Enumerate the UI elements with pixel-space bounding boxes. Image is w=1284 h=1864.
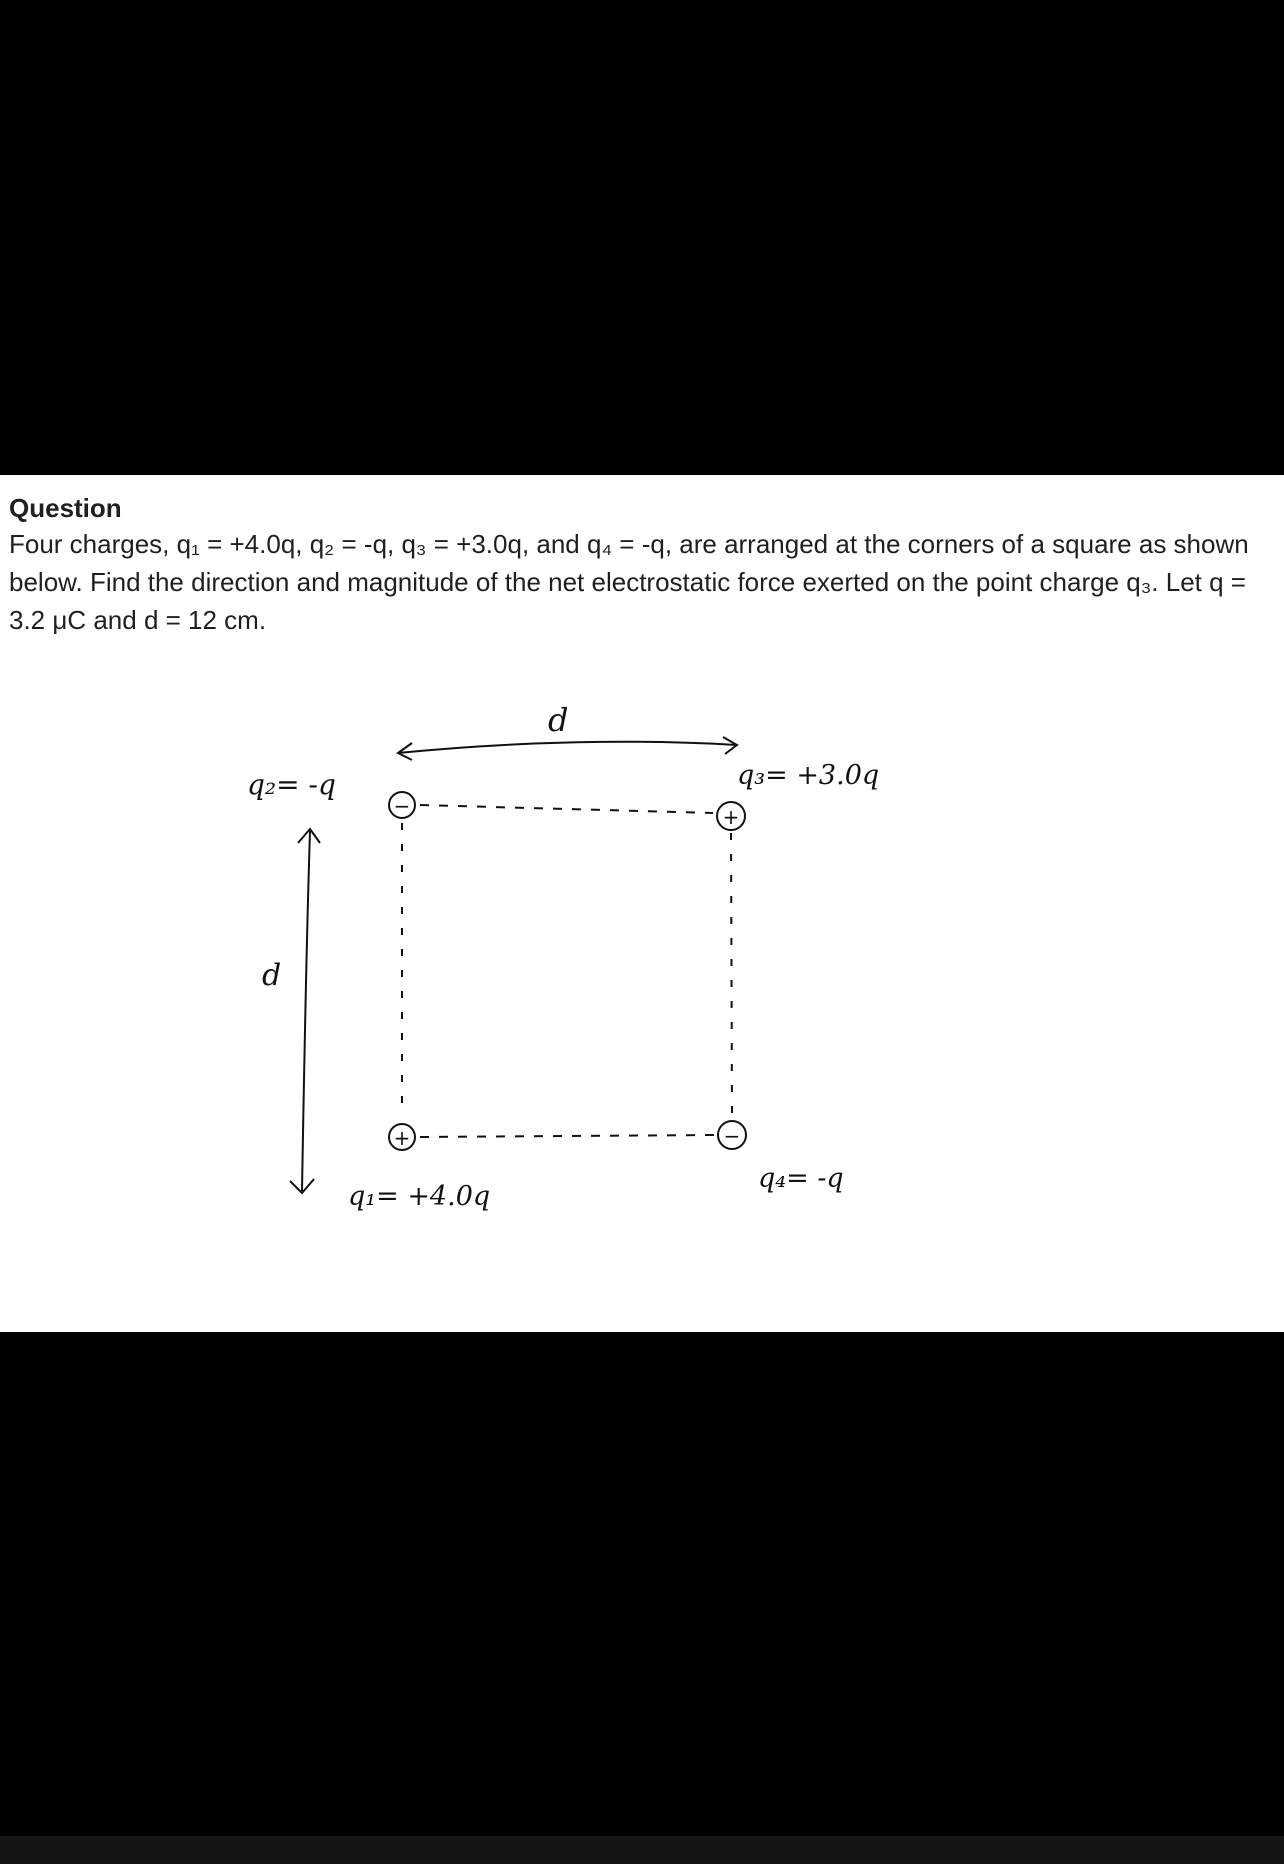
- top-dimension-arrow: [398, 742, 737, 753]
- charge-q2-marker: [389, 792, 415, 818]
- top-dimension-label: d: [548, 701, 569, 739]
- charge-q3-label: q₃= +3.0q: [737, 760, 880, 791]
- side-dimension-label: d: [262, 958, 282, 993]
- charge-q1-marker: [389, 1124, 415, 1150]
- charge-q1-label: q₁= +4.0q: [348, 1181, 491, 1212]
- charge-q4-label: q₄= -q: [758, 1163, 844, 1194]
- square-right-edge: [731, 833, 732, 1117]
- charge-q3-marker: [717, 802, 745, 830]
- square-bottom-edge: [420, 1135, 714, 1137]
- charge-q2-sign: −: [393, 794, 411, 818]
- question-body: Four charges, q₁ = +4.0q, q₂ = -q, q₃ = +3.0q, and q₄ = -q, are arranged at the corners of a square as shown below. Find the direction and magnitude of the net electrostatic force exerted on the point charge q₃. Let q = 3.2 μC and d = 12 cm.: [9, 529, 1249, 635]
- side-dimension-arrow: [302, 831, 310, 1191]
- document-panel: [0, 475, 1284, 1332]
- charge-square-diagram: [0, 475, 1284, 1332]
- question-heading: Question: [9, 493, 122, 523]
- bottom-system-bar: [0, 1836, 1284, 1864]
- charge-q3-sign: +: [722, 805, 740, 829]
- charge-q4-marker: [718, 1121, 746, 1149]
- charge-q1-sign: +: [393, 1126, 411, 1150]
- charge-q4-sign: −: [723, 1124, 741, 1148]
- charge-q2-label: q₂= -q: [247, 768, 336, 801]
- square-top-edge: [420, 805, 713, 813]
